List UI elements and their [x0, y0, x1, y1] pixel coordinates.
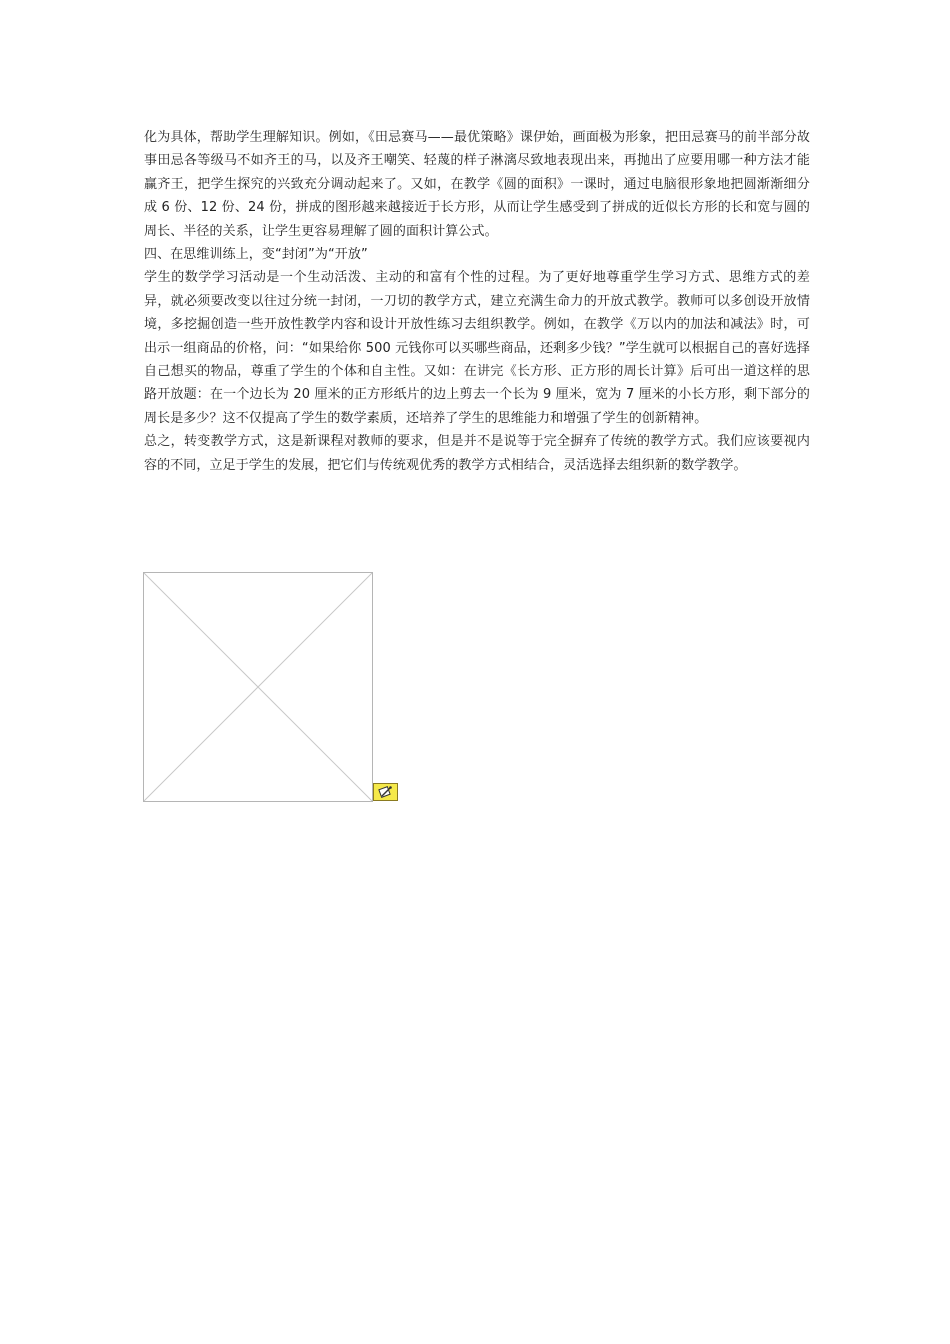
edit-image-button[interactable] [373, 783, 398, 801]
broken-image-placeholder-icon [144, 573, 372, 801]
paragraph-open-teaching: 学生的数学学习活动是一个生动活泼、主动的和富有个性的过程。为了更好地尊重学生学习方式、思维方式的差异，就必须要改变以往过分统一封闭，一刀切的教学方式，建立充满生命力的开放式教学。教师可以多创设开放情境，多挖掘创造一些开放性教学内容和设计开放性练习去组织教学。例如，在教学《万以内的加法和减法》时，可出示一组商品的价格，问：“如果给你 500 元钱你可以买哪些商品，还剩多少钱？”学生就可以根据自己的喜好选择自己想买的物品，尊重了学生的个体和自主性。又如：在讲完《长方形、正方形的周长计算》后可出一道这样的思路开放题：在一个边长为 20 厘米的正方形纸片的边上剪去一个长为 9 厘米，宽为 7 厘米的小长方形，剩下部分的周长是多少？这不仅提高了学生的数学素质，还培养了学生的思维能力和增强了学生的创新精神。 [144, 270, 810, 426]
edit-image-icon [377, 785, 394, 799]
image-placeholder[interactable] [143, 572, 373, 802]
section-heading-four: 四、在思维训练上，变“封闭”为“开放” [144, 247, 368, 263]
document-body [144, 126, 810, 477]
paragraph-conclusion: 总之，转变教学方式，这是新课程对教师的要求，但是并不是说等于完全摒弃了传统的教学方式。我们应该要视内容的不同，立足于学生的发展，把它们与传统观优秀的教学方式相结合，灵活选择去组织新的数学教学。 [144, 434, 810, 473]
paragraph-intro-continuation: 化为具体，帮助学生理解知识。例如，《田忌赛马——最优策略》课伊始，画面极为形象，把田忌赛马的前半部分故事田忌各等级马不如齐王的马，以及齐王嘲笑、轻蔑的样子淋漓尽致地表现出来，再抛出了应要用哪一种方法才能赢齐王，把学生探究的兴致充分调动起来了。又如，在教学《圆的面积》一课时，通过电脑很形象地把圆渐渐细分成 6 份、12 份、24 份，拼成的图形越来越接近于长方形，从而让学生感受到了拼成的近似长方形的长和宽与圆的周长、半径的关系，让学生更容易理解了圆的面积计算公式。 [144, 130, 810, 239]
